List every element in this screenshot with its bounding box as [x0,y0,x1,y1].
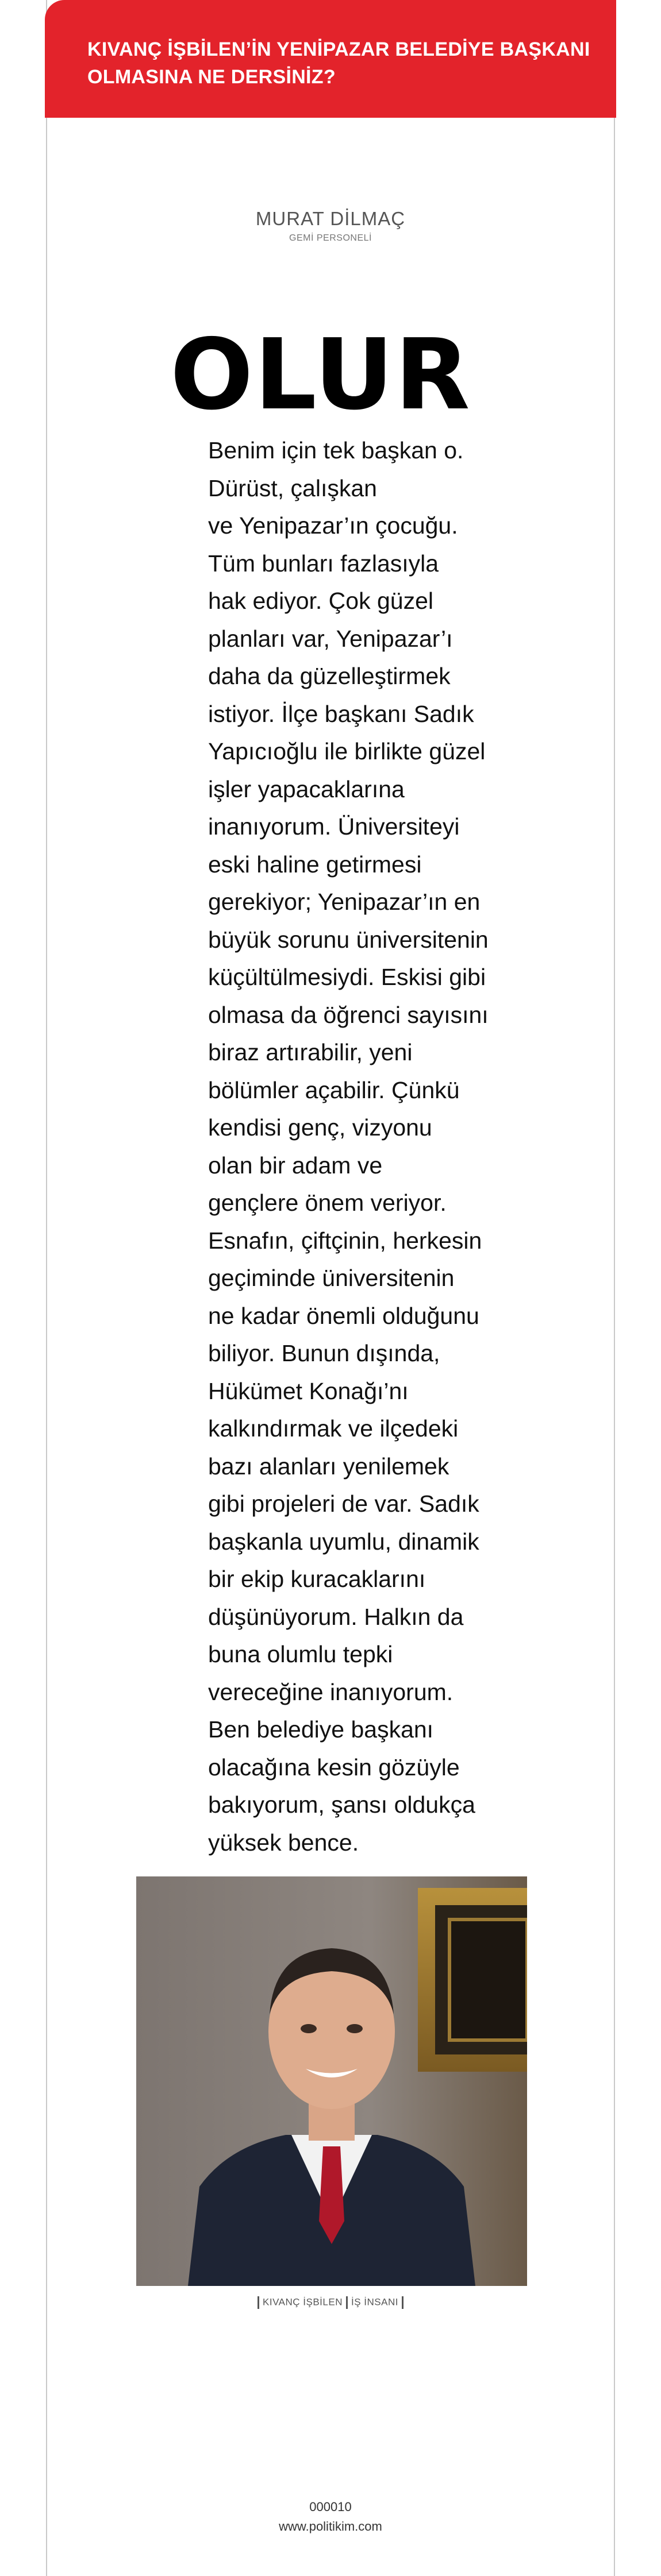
body-line: Hükümet Konağı’nı [208,1377,409,1404]
photo-caption [0,2296,661,2309]
body-line: Dürüst, çalışkan [208,474,377,501]
body-line: hak ediyor. Çok güzel [208,588,434,614]
body-line: Yapıcıoğlu ile birlikte güzel [208,738,486,764]
website-link[interactable]: www.politikim.com [279,2519,382,2533]
body-line: yüksek bence. [208,1829,359,1856]
body-line: bölümler açabilir. Çünkü [208,1076,460,1103]
caption-divider [258,2296,259,2309]
body-line: ve Yenipazar’ın çocuğu. [208,512,458,539]
body-line: bakıyorum, şansı oldukça [208,1791,475,1818]
body-line: bir ekip kuracaklarını [208,1566,426,1592]
caption-divider [402,2296,403,2309]
body-line: istiyor. İlçe başkanı Sadık [208,700,474,727]
author-role: GEMİ PERSONELİ [289,233,372,243]
body-line: bazı alanları yenilemek [208,1453,449,1480]
portrait-illustration [136,1876,527,2286]
body-line: kendisi genç, vizyonu [208,1114,432,1141]
body-line: biraz artırabilir, yeni [208,1039,413,1065]
body-line: ne kadar önemli olduğunu [208,1302,479,1329]
body-line: biliyor. Bunun dışında, [208,1340,440,1366]
header-title [87,36,605,91]
answer-headline: OLUR [170,318,471,432]
body-line: Ben belediye başkanı [208,1716,434,1743]
body-line: geçiminde üniversitenin [208,1265,455,1291]
header-title-line-2: OLMASINA NE DERSİNİZ? [87,66,336,88]
caption-role: İŞ İNSANI [351,2296,398,2308]
body-line: planları var, Yenipazar’ı [208,625,453,652]
body-line: gerekiyor; Yenipazar’ın en [208,889,481,915]
body-line: başkanla uyumlu, dinamik [208,1528,479,1555]
body-line: büyük sorunu üniversitenin [208,926,489,953]
body-line: işler yapacaklarına [208,775,405,802]
body-line: buna olumlu tepki [208,1641,393,1667]
body-line: olacağına kesin gözüyle [208,1754,460,1781]
body-line: daha da güzelleştirmek [208,663,451,689]
body-line: Tüm bunları fazlasıyla [208,550,439,577]
body-line: Benim için tek başkan o. [208,437,464,464]
body-line: vereceğine inanıyorum. [208,1678,454,1705]
body-line: gibi projeleri de var. Sadık [208,1490,479,1517]
page-number: 000010 [309,2500,352,2514]
body-line: olan bir adam ve [208,1152,383,1179]
body-line: düşünüyorum. Halkın da [208,1603,464,1630]
header-title-line-1: KIVANÇ İŞBİLEN’İN YENİPAZAR BELEDİYE BAŞKANI [87,38,590,60]
portrait-photo [136,1876,527,2286]
caption-divider [346,2296,348,2309]
body-text [208,432,495,1861]
page-footer [0,2497,661,2536]
body-line: olmasa da öğrenci sayısını [208,1001,489,1028]
body-line: gençlere önem veriyor. [208,1189,447,1216]
body-line: kalkındırmak ve ilçedeki [208,1415,459,1442]
body-line: Esnafın, çiftçinin, herkesin [208,1227,482,1254]
caption-name: KIVANÇ İŞBİLEN [263,2296,343,2308]
body-line: eski haline getirmesi [208,851,422,878]
body-line: inanıyorum. Üniversiteyi [208,813,460,840]
author-name: MURAT DİLMAÇ [255,208,406,229]
author-block [0,208,661,244]
body-line: küçültülmesiydi. Eskisi gibi [208,964,486,990]
